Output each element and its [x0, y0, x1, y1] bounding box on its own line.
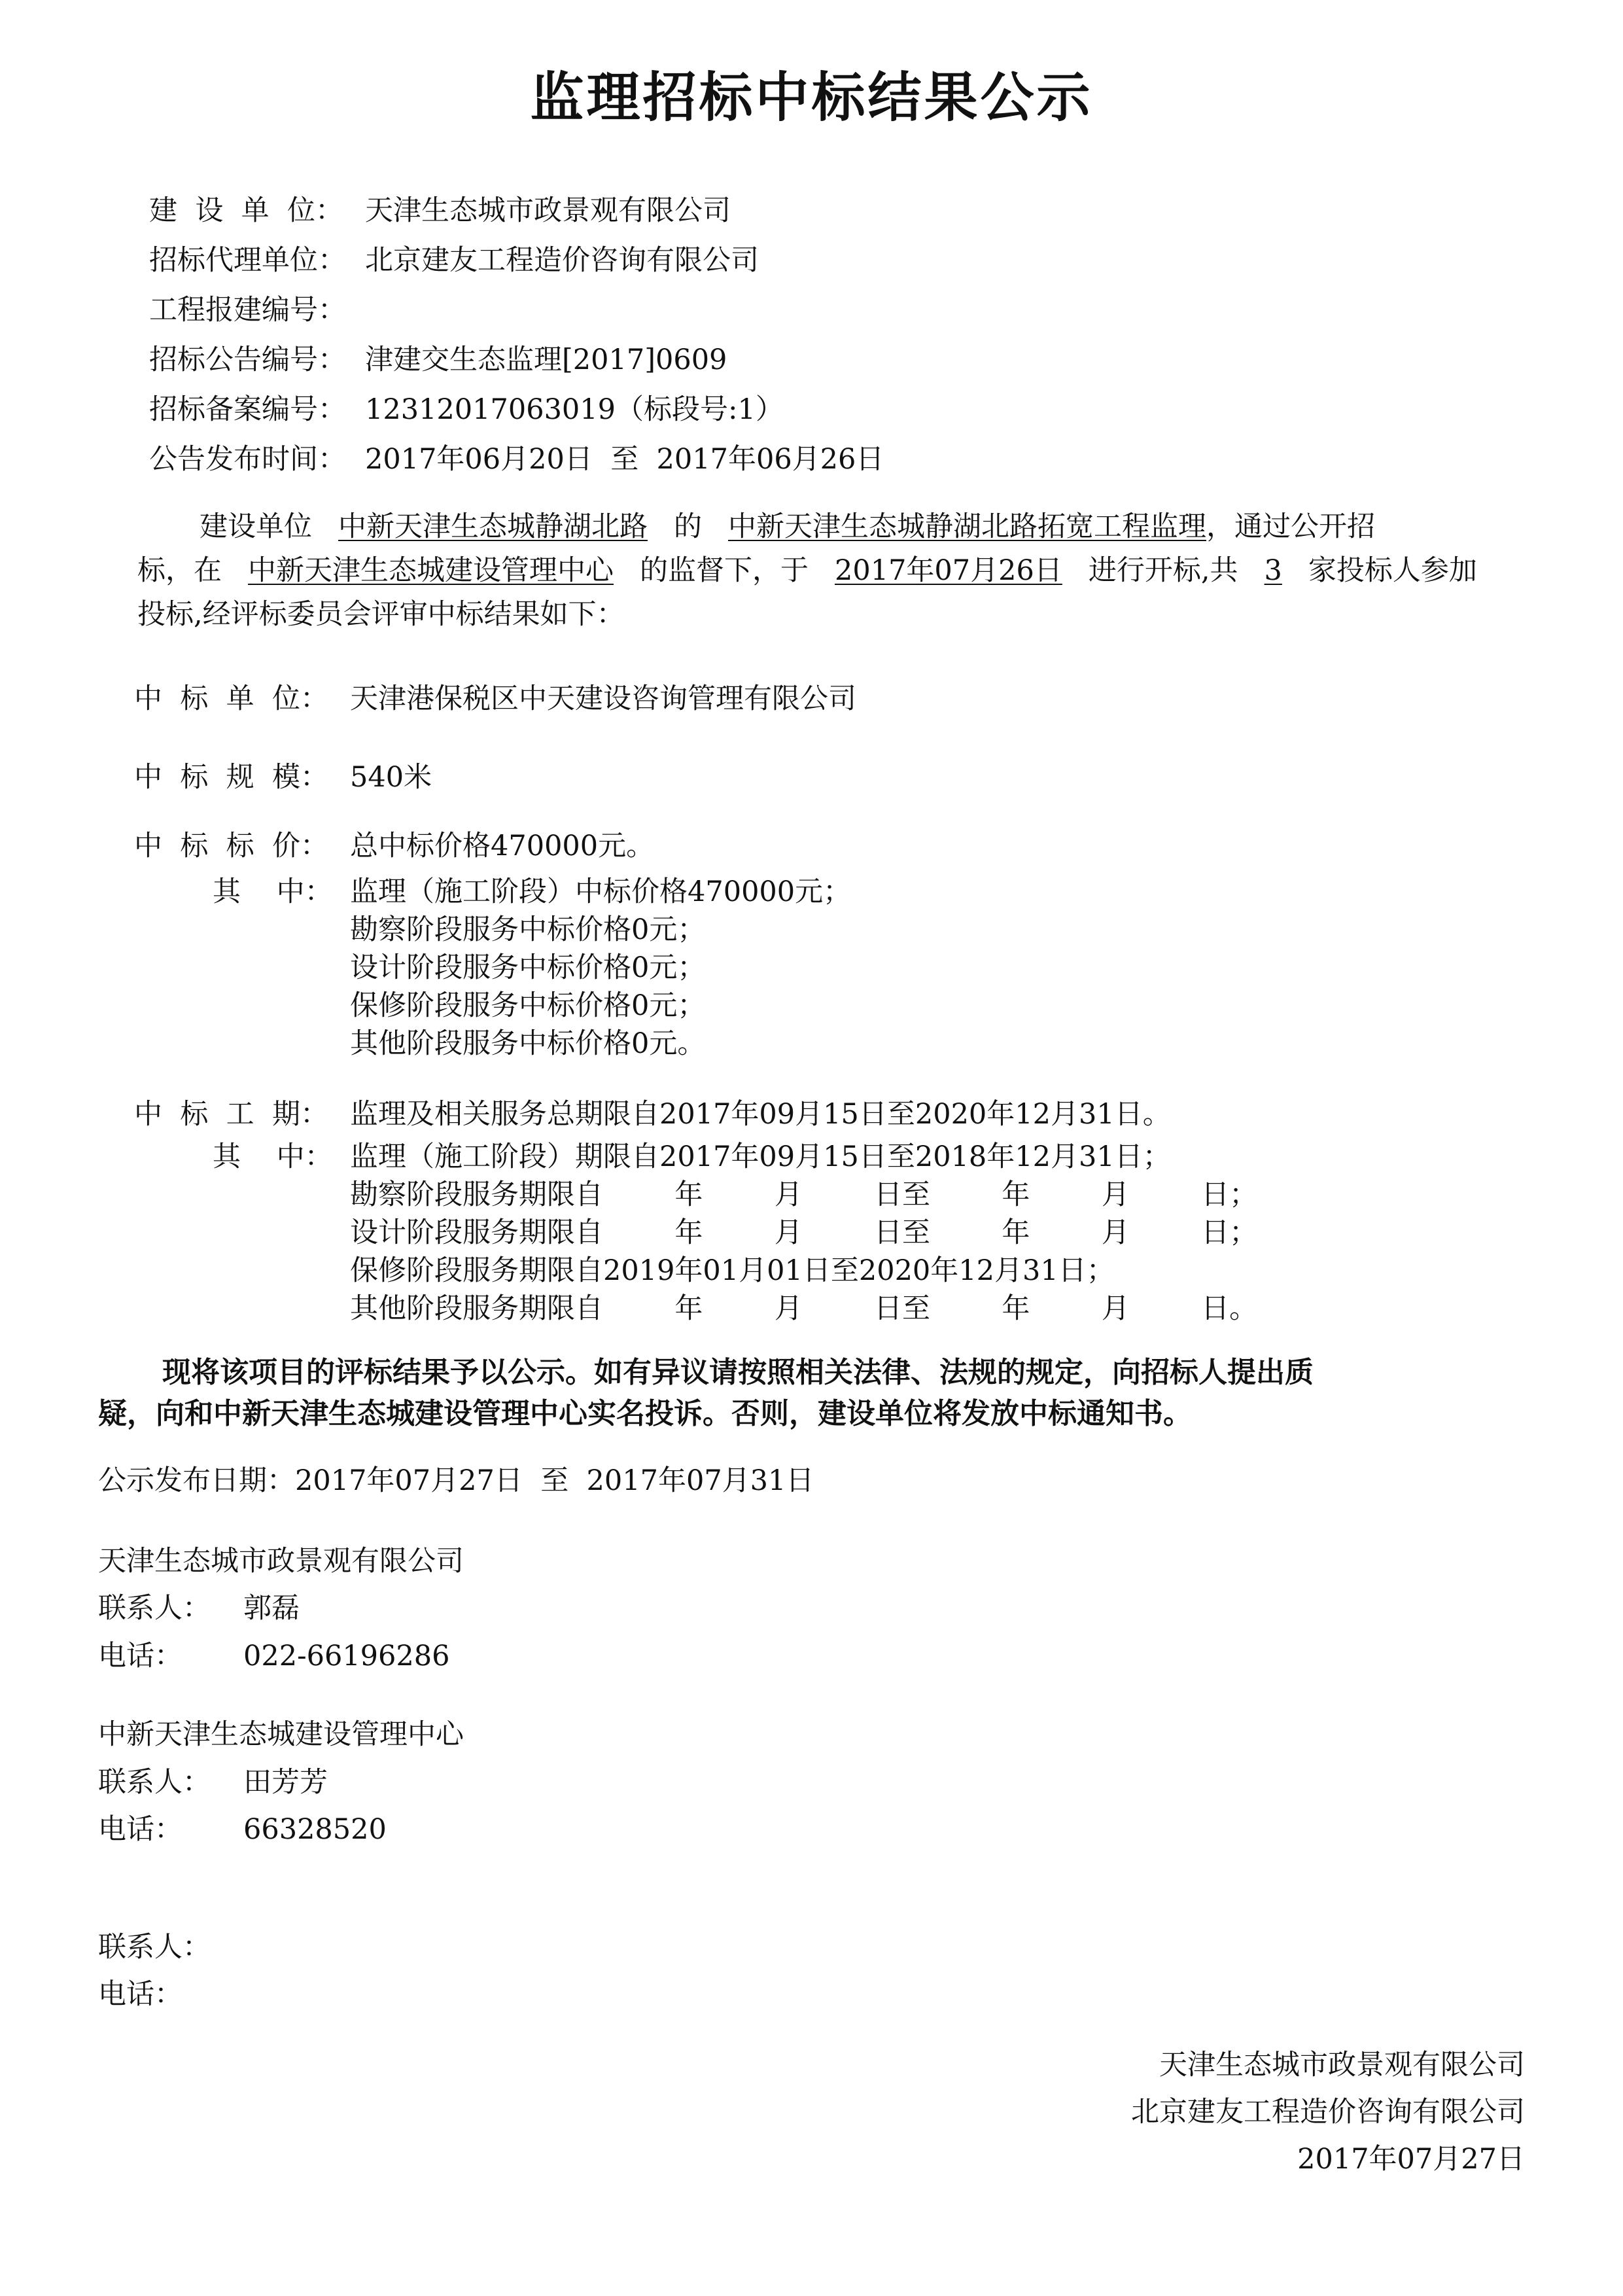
contact-phone-row: [98, 1811, 387, 1848]
period-sub-row: [213, 1139, 1171, 1175]
intro-text: ，通过公开招: [1206, 510, 1375, 543]
period-value: 监理及相关服务总期限自2017年09月15日至2020年12月31日。: [350, 1098, 1171, 1131]
scale-label: 中 标 规 模：: [134, 761, 329, 794]
contact-person-row: [98, 1929, 211, 1966]
price-item: 监理（施工阶段）中标价格470000元；: [350, 875, 852, 908]
contact-phone: 022-66196286: [243, 1640, 450, 1672]
period-item: 勘察阶段服务期限自 年 月 日至 年 月 日；: [350, 1178, 1258, 1211]
contact-person-row: [98, 1590, 300, 1627]
record-no-value: 12312017063019（标段号:1）: [365, 393, 784, 426]
price-label: 中 标 标 价：: [134, 830, 329, 862]
publicity-date: 公示发布日期：2017年07月27日 至 2017年07月31日: [98, 1464, 814, 1497]
contact-phone-label: 电话：: [98, 1640, 183, 1672]
contact-org: 天津生态城市政景观有限公司: [98, 1545, 464, 1578]
scale-row: [134, 759, 432, 796]
build-unit-row: [149, 192, 731, 229]
bidder-count: 3: [1264, 554, 1282, 587]
build-unit-label: 建 设 单 位：: [149, 194, 344, 227]
price-row: [134, 828, 654, 864]
publish-time-value: 2017年06月20日 至 2017年06月26日: [365, 443, 884, 476]
contact-phone-row: [98, 1638, 449, 1674]
project-name: 中新天津生态城静湖北路拓宽工程监理: [728, 510, 1206, 543]
winner-row: [134, 680, 856, 717]
record-no-row: [149, 391, 784, 428]
contact-person: 郭磊: [243, 1592, 300, 1625]
notice-no-row: [149, 342, 727, 378]
contact-org: 中新天津生态城建设管理中心: [98, 1718, 464, 1751]
record-no-label: 招标备案编号：: [149, 393, 346, 426]
price-item: 设计阶段服务中标价格0元；: [350, 951, 706, 984]
period-item: 监理（施工阶段）期限自2017年09月15日至2018年12月31日；: [350, 1140, 1171, 1173]
notice-line-2: 疑，向和中新天津生态城建设管理中心实名投诉。否则，建设单位将发放中标通知书。: [98, 1397, 1192, 1430]
intro-text: 的监督下，于: [640, 554, 809, 587]
intro-text: 家投标人参加: [1308, 554, 1477, 587]
price-item: 保修阶段服务中标价格0元；: [350, 989, 706, 1022]
price-value: 总中标价格470000元。: [350, 830, 655, 862]
winner-value: 天津港保税区中天建设咨询管理有限公司: [350, 682, 856, 715]
build-unit-value: 天津生态城市政景观有限公司: [365, 194, 731, 227]
period-label: 中 标 工 期：: [134, 1098, 329, 1131]
period-sub-label: 其 中：: [213, 1140, 333, 1173]
contact-phone-label: 电话：: [98, 1978, 183, 2011]
page-title: 监理招标中标结果公示: [530, 67, 1093, 129]
period-item: 其他阶段服务期限自 年 月 日至 年 月 日。: [350, 1292, 1258, 1325]
contact-phone: 66328520: [243, 1813, 387, 1846]
intro-line-1: [200, 508, 1375, 545]
intro-text: 进行开标,共: [1088, 554, 1238, 587]
intro-text: 建设单位: [200, 510, 312, 543]
agency-value: 北京建友工程造价咨询有限公司: [365, 244, 759, 277]
price-sub-label: 其 中：: [213, 875, 333, 908]
agency-label: 招标代理单位：: [149, 244, 346, 277]
contact-person-label: 联系人：: [98, 1766, 211, 1799]
publish-time-row: [149, 441, 884, 478]
intro-text: 的: [674, 510, 702, 543]
contact-phone-label: 电话：: [98, 1813, 183, 1846]
period-item: 设计阶段服务期限自 年 月 日至 年 月 日；: [350, 1216, 1258, 1249]
signature-date: 2017年07月27日: [1297, 2143, 1525, 2176]
price-item: 其他阶段服务中标价格0元。: [350, 1027, 706, 1060]
winner-label: 中 标 单 位：: [134, 682, 329, 715]
intro-line-3: 投标,经评标委员会评审中标结果如下：: [137, 598, 625, 631]
project-no-row: [149, 292, 365, 328]
supervisor-name: 中新天津生态城建设管理中心: [248, 554, 614, 587]
price-sub-row: [213, 874, 851, 910]
contact-person-label: 联系人：: [98, 1592, 211, 1625]
contact-person-row: [98, 1764, 328, 1801]
contact-person: 田芳芳: [243, 1766, 328, 1799]
open-date: 2017年07月26日: [835, 554, 1062, 587]
notice-line-1: 现将该项目的评标结果予以公示。如有异议请按照相关法律、法规的规定，向招标人提出质: [162, 1356, 1314, 1389]
period-row: [134, 1096, 1171, 1133]
intro-line-2: [137, 552, 1477, 589]
signature-org-2: 北京建友工程造价咨询有限公司: [1131, 2096, 1525, 2128]
notice-no-label: 招标公告编号：: [149, 344, 346, 376]
contact-phone-row: [98, 1976, 183, 2013]
contact-person-label: 联系人：: [98, 1931, 211, 1964]
publish-time-label: 公告发布时间：: [149, 443, 346, 476]
period-item: 保修阶段服务期限自2019年01月01日至2020年12月31日；: [350, 1254, 1115, 1287]
agency-row: [149, 242, 759, 279]
price-item: 勘察阶段服务中标价格0元；: [350, 913, 706, 946]
notice-no-value: 津建交生态监理[2017]0609: [365, 344, 727, 376]
scale-value: 540米: [350, 761, 432, 794]
signature-org-1: 天津生态城市政景观有限公司: [1159, 2049, 1525, 2081]
owner-name: 中新天津生态城静湖北路: [338, 510, 648, 543]
project-no-label: 工程报建编号：: [149, 294, 346, 327]
intro-text: 标，在: [137, 554, 222, 587]
